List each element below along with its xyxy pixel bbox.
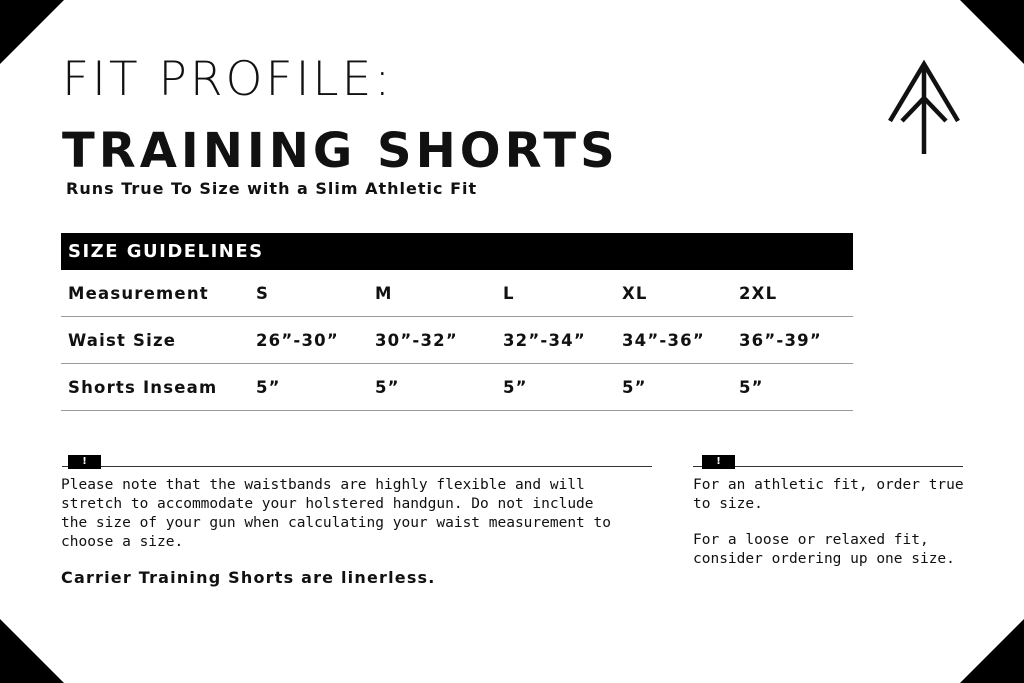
corner-decoration-bottom-left <box>0 619 64 683</box>
size-guidelines-table <box>61 233 853 411</box>
table-cell: 36”-39” <box>739 331 822 350</box>
alert-badge-right: ! <box>702 455 735 469</box>
column-header: M <box>375 284 393 303</box>
note-line: choose a size. <box>61 534 184 550</box>
note-line: stretch to accommodate your holstered handgun. Do not include <box>61 496 594 512</box>
table-cell: 5” <box>739 378 764 397</box>
table-title: SIZE GUIDELINES <box>61 233 853 270</box>
table-cell: 5” <box>503 378 528 397</box>
table-header-row <box>61 270 853 317</box>
table-cell: 34”-36” <box>622 331 705 350</box>
fit-profile-heading: FIT PROFILE: <box>62 52 394 107</box>
column-header: 2XL <box>739 284 778 303</box>
note-line: For an athletic fit, order true <box>693 477 964 493</box>
table-row <box>61 317 853 364</box>
table-row <box>61 364 853 411</box>
corner-decoration-bottom-right <box>960 619 1024 683</box>
row-label: Shorts Inseam <box>68 378 218 397</box>
tree-arrow-logo-icon <box>886 58 966 158</box>
waistband-note <box>61 476 611 552</box>
table-cell: 30”-32” <box>375 331 458 350</box>
column-header: XL <box>622 284 648 303</box>
linerless-note: Carrier Training Shorts are linerless. <box>61 568 436 587</box>
athletic-fit-note <box>693 476 964 514</box>
note-line: For a loose or relaxed fit, <box>693 532 929 548</box>
note-line: to size. <box>693 496 763 512</box>
note-line: Please note that the waistbands are highly flexible and will <box>61 477 585 493</box>
corner-decoration-top-left <box>0 0 64 64</box>
column-header: L <box>503 284 515 303</box>
corner-decoration-top-right <box>960 0 1024 64</box>
note-line: the size of your gun when calculating your waist measurement to <box>61 515 611 531</box>
alert-badge-left: ! <box>68 455 101 469</box>
note-divider-left <box>62 466 652 467</box>
table-cell: 32”-34” <box>503 331 586 350</box>
table-cell: 5” <box>622 378 647 397</box>
row-label: Waist Size <box>68 331 177 350</box>
table-cell: 26”-30” <box>256 331 339 350</box>
product-title: TRAINING SHORTS <box>62 123 619 179</box>
table-cell: 5” <box>256 378 281 397</box>
column-header: Measurement <box>68 284 209 303</box>
table-cell: 5” <box>375 378 400 397</box>
relaxed-fit-note <box>693 531 955 569</box>
fit-subtitle: Runs True To Size with a Slim Athletic Fit <box>66 179 478 198</box>
column-header: S <box>256 284 270 303</box>
note-line: consider ordering up one size. <box>693 551 955 567</box>
